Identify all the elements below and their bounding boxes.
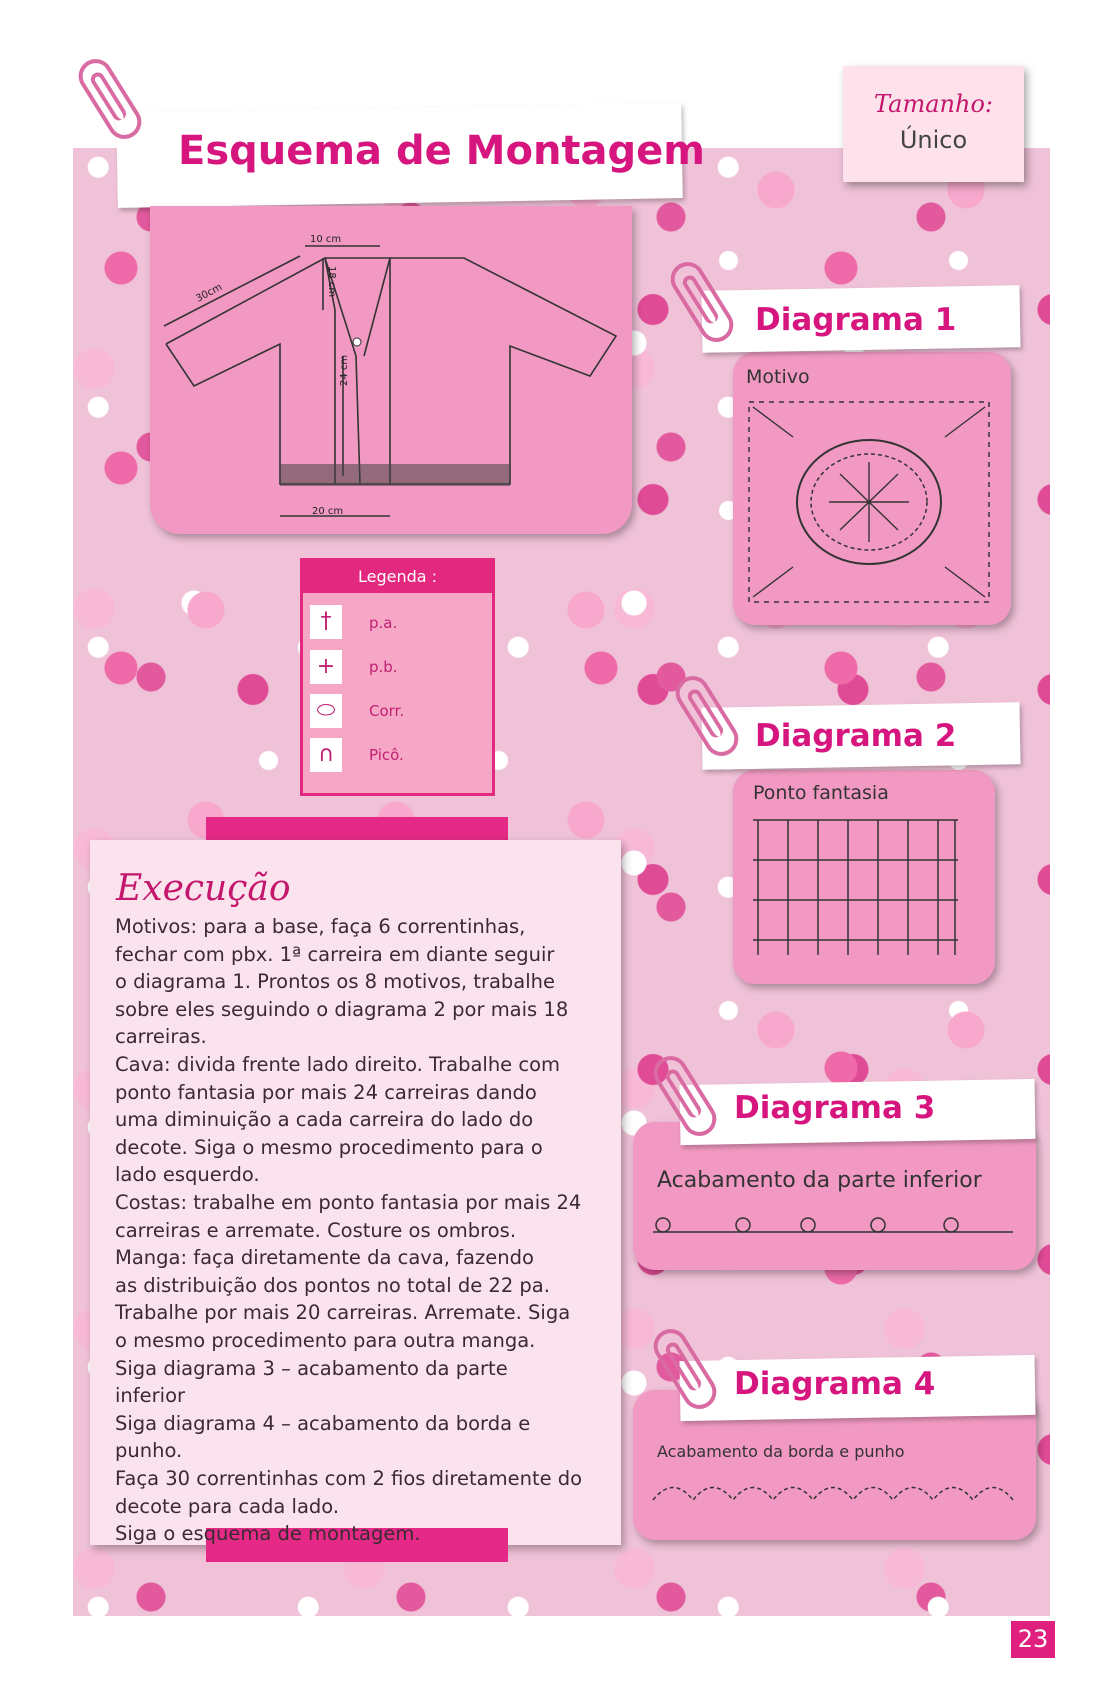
execution-line: Cava: divida frente lado direito. Trabalhe com [115,1053,561,1076]
diagram-2-caption: Ponto fantasia [753,782,889,804]
execution-line: Trabalhe por mais 20 carreiras. Arremate. Siga [115,1301,571,1325]
execution-line: carreiras e arremate. Costure os ombros. [115,1218,517,1242]
size-label: Tamanho: [874,90,993,118]
diagram-4-caption: Acabamento da borda e punho [657,1442,905,1461]
single-crochet-icon: + [310,650,342,684]
execution-line: Faça 30 correntinhas com 2 fios diretamente do [115,1467,583,1490]
execution-title: Execução [116,868,291,909]
execution-line: fechar com pbx. 1ª carreira em diante seguir [115,942,555,966]
execution-line: decote para cada lado. [115,1494,340,1518]
execution-line: o diagrama 1. Prontos os 8 motivos, trabalhe [115,970,556,994]
execution-line: uma diminuição a cada carreira do lado do [115,1108,534,1132]
execution-line: Manga: faça diretamente da cava, fazendo [115,1246,534,1270]
execution-line: Siga diagrama 3 – acabamento da parte [115,1356,508,1380]
execution-line: Siga o esquema de montagem. [115,1522,421,1546]
legend-label-corr: Corr. [369,702,405,720]
page-number: 23 [1011,1621,1055,1658]
measure-body: 24 cm [339,354,350,386]
size-value: Único [899,126,968,154]
measure-bottom: 20 cm [312,506,344,517]
execution-line: inferior [115,1384,186,1408]
execution-line: Costas: trabalhe em ponto fantasia por mais 24 [115,1191,582,1214]
execution-line: sobre eles seguindo o diagrama 2 por mais 18 [115,997,569,1021]
diagram-1-title: Diagrama 1 [755,302,957,338]
treble-crochet-icon: † [310,605,342,639]
motif-diagram [733,352,1011,625]
legend-title: Legenda : [303,561,492,593]
paperclip-icon [72,53,147,146]
execution-line: as distribuição dos pontos no total de 22 pa. [115,1273,550,1297]
execution-line: ponto fantasia por mais 24 carreiras dando [115,1080,537,1104]
legend-box [300,558,495,796]
chain-icon: ⬭ [310,694,342,728]
diagram-4-title: Diagrama 4 [734,1366,936,1402]
diagram-2-title: Diagrama 2 [755,718,957,754]
measure-sleeve: 30cm [194,281,225,305]
schematic-card [150,206,632,534]
size-box [843,66,1024,182]
picot-icon: ∩ [310,738,342,772]
execution-line: punho. [115,1439,183,1463]
execution-line: Siga diagrama 4 – acabamento da borda e [115,1411,531,1435]
diagram-2-card [733,770,995,984]
legend-label-pa: p.a. [369,614,398,632]
execution-line: Motivos: para a base, faça 6 correntinhas, [115,915,526,938]
diagram-3-title: Diagrama 3 [734,1090,936,1126]
execution-line: carreiras. [115,1025,207,1049]
diagram-1-caption: Motivo [746,366,810,388]
cardigan-schematic [150,206,632,534]
execution-line: lado esquerdo. [115,1163,260,1187]
measure-neck: 18 cm [326,266,337,298]
legend-label-pico: Picô. [369,746,404,764]
measure-top: 10 cm [310,234,342,245]
execution-line: decote. Siga o mesmo procedimento para o [115,1135,543,1159]
legend-label-pb: p.b. [369,658,398,676]
diagram-1-card [733,352,1011,625]
execution-line: o mesmo procedimento para outra manga. [115,1329,536,1352]
page-title: Esquema de Montagem [178,128,705,174]
diagram-3-caption: Acabamento da parte inferior [657,1168,982,1193]
